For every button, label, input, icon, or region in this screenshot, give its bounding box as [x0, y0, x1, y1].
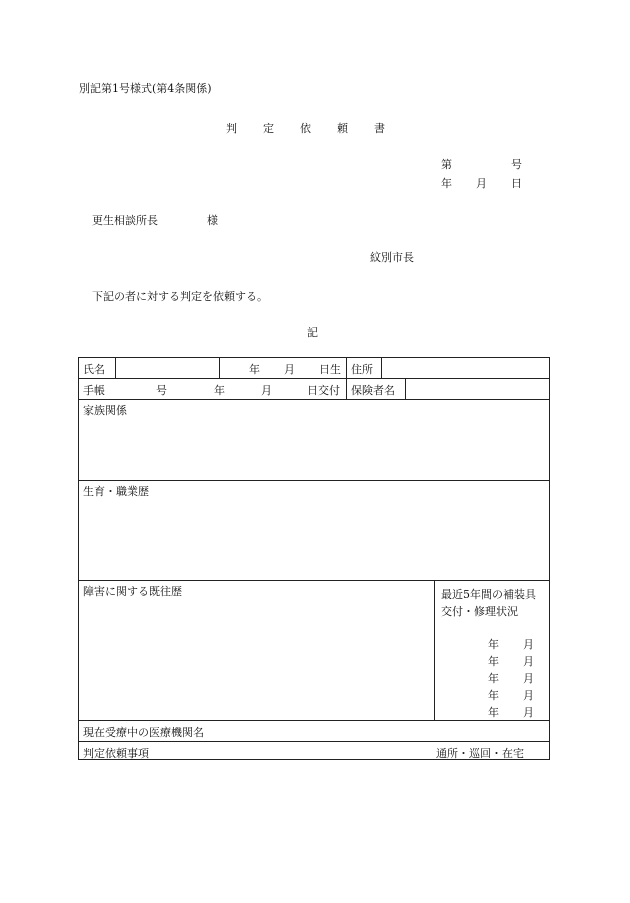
date-day-label: 日 — [511, 177, 522, 190]
doc-number-suffix: 号 — [511, 158, 522, 171]
col-divider — [434, 580, 435, 720]
date-year-label: 年 — [441, 177, 452, 190]
col-divider — [115, 358, 116, 378]
row-divider — [79, 720, 549, 721]
row-divider — [79, 480, 549, 481]
medical-institution-label: 現在受療中の医療機関名 — [83, 726, 204, 739]
col-divider — [219, 358, 220, 378]
addressee: 更生相談所長 — [92, 214, 158, 227]
doc-number-prefix: 第 — [441, 158, 452, 171]
equipment-month: 月 — [523, 655, 534, 668]
title-char: 判 — [226, 122, 237, 135]
visit-types: 通所・巡回・在宅 — [436, 747, 524, 760]
equipment-month: 月 — [523, 689, 534, 702]
issue-month-label: 月 — [261, 384, 272, 397]
row-divider — [79, 580, 549, 581]
handbook-number-label: 号 — [156, 384, 167, 397]
birth-month-label: 月 — [284, 363, 295, 376]
equipment-month: 月 — [523, 706, 534, 719]
col-divider — [346, 358, 347, 399]
equipment-year: 年 — [488, 638, 499, 651]
equipment-year: 年 — [488, 655, 499, 668]
col-divider — [405, 378, 406, 399]
equipment-year: 年 — [488, 672, 499, 685]
title-char: 定 — [263, 122, 274, 135]
equipment-label-line2: 交付・修理状況 — [441, 605, 518, 618]
equipment-month: 月 — [523, 672, 534, 685]
honorific: 様 — [207, 214, 218, 227]
issue-year-label: 年 — [214, 384, 225, 397]
request-items-label: 判定依頼事項 — [83, 747, 149, 760]
career-history-label: 生育・職業歴 — [83, 485, 149, 498]
col-divider — [381, 358, 382, 378]
family-relations-label: 家族関係 — [83, 404, 127, 417]
equipment-year: 年 — [488, 706, 499, 719]
disability-history-label: 障害に関する既往歴 — [83, 585, 182, 598]
name-label: 氏名 — [83, 363, 105, 376]
title-char: 頼 — [337, 122, 348, 135]
handbook-label: 手帳 — [83, 384, 105, 397]
form-reference: 別記第1号様式(第4条関係) — [79, 82, 212, 95]
title-char: 書 — [374, 122, 385, 135]
row-divider — [79, 741, 549, 742]
row-divider — [79, 378, 549, 379]
request-table — [78, 357, 550, 760]
sender: 紋別市長 — [370, 251, 414, 264]
address-label: 住所 — [351, 363, 373, 376]
document-title — [226, 120, 385, 136]
date-month-label: 月 — [476, 177, 487, 190]
row-divider — [79, 399, 549, 400]
request-text: 下記の者に対する判定を依頼する。 — [92, 290, 268, 303]
birth-day-label: 日生 — [319, 363, 341, 376]
birth-year-label: 年 — [249, 363, 260, 376]
title-char: 依 — [300, 122, 311, 135]
ki-heading: 記 — [307, 326, 318, 339]
equipment-label-line1: 最近5年間の補装具 — [441, 588, 536, 601]
issue-day-label: 日交付 — [307, 384, 340, 397]
equipment-month: 月 — [523, 638, 534, 651]
equipment-year: 年 — [488, 689, 499, 702]
insurer-label: 保険者名 — [351, 384, 395, 397]
